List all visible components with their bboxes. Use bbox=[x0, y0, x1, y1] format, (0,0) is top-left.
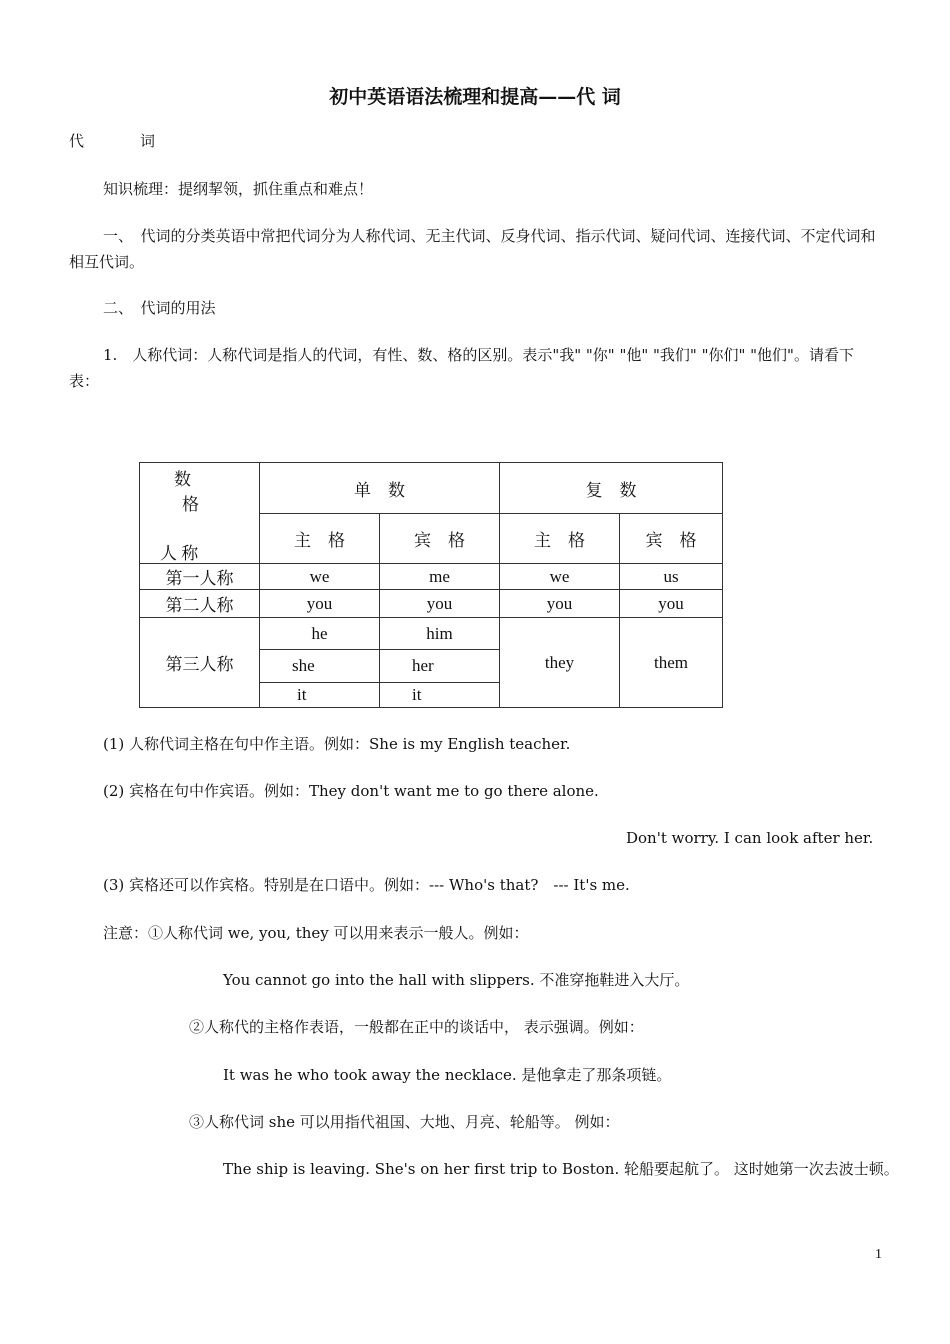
example-3: The ship is leaving. She's on her first trip to Boston. 轮船要起航了。 这时她第一次去波士顿。 bbox=[223, 1160, 899, 1178]
header-plural-object: 宾 格 bbox=[620, 514, 723, 564]
cell-plural-subject: they bbox=[500, 618, 620, 708]
cell-plural-subject: we bbox=[500, 564, 620, 590]
header-plural: 复 数 bbox=[500, 463, 723, 514]
cell-singular-object: it bbox=[380, 683, 500, 708]
example-1: You cannot go into the hall with slippers. 不准穿拖鞋进入大厅。 bbox=[223, 971, 690, 989]
note-3: (3) 宾格还可以作宾格。特别是在口语中。例如：--- Who's that? --- It's me. bbox=[103, 876, 630, 894]
point-3: ③人称代词 she 可以用指代祖国、大地、月亮、轮船等。 例如： bbox=[189, 1113, 620, 1131]
table-row bbox=[140, 618, 723, 650]
header-singular: 单 数 bbox=[260, 463, 500, 514]
cell-singular-subject: she bbox=[260, 650, 380, 683]
table-corner-cell bbox=[140, 463, 260, 564]
cell-plural-subject: you bbox=[500, 590, 620, 618]
note-2: (2) 宾格在句中作宾语。例如：They don't want me to go there alone. bbox=[103, 782, 599, 800]
person-label: 第一人称 bbox=[140, 564, 260, 590]
table-row bbox=[140, 564, 723, 590]
header-plural-subject: 主 格 bbox=[500, 514, 620, 564]
section-heading-left: 代 bbox=[69, 132, 85, 150]
note-1: (1) 人称代词主格在句中作主语。例如：She is my English teacher. bbox=[103, 735, 571, 753]
cell-plural-object: us bbox=[620, 564, 723, 590]
cell-plural-object: you bbox=[620, 590, 723, 618]
cell-singular-object: you bbox=[380, 590, 500, 618]
pronoun-table bbox=[139, 462, 723, 708]
cell-singular-subject: we bbox=[260, 564, 380, 590]
corner-case-label: 格 bbox=[182, 495, 199, 514]
cell-singular-object: him bbox=[380, 618, 500, 650]
cell-singular-subject: it bbox=[260, 683, 380, 708]
cell-singular-object: me bbox=[380, 564, 500, 590]
cell-singular-object: her bbox=[380, 650, 500, 683]
para-personal-pronouns: 1. 人称代词：人称代词是指人的代词，有性、数、格的区别。表示"我" "你" "他" "我们" "你们" "他们"。请看下表： bbox=[69, 346, 854, 390]
para-classification: 一、 代词的分类英语中常把代词分为人称代词、无主代词、反身代词、指示代词、疑问代词、连接代词、不定代词和相互代词。 bbox=[69, 227, 876, 271]
header-singular-object: 宾 格 bbox=[380, 514, 500, 564]
section-heading-right: 词 bbox=[140, 132, 156, 150]
page-title: 初中英语语法梳理和提高——代 词 bbox=[329, 86, 621, 108]
note-2-example: Don't worry. I can look after her. bbox=[626, 829, 874, 847]
cell-plural-object: them bbox=[620, 618, 723, 708]
person-label: 第三人称 bbox=[140, 618, 260, 708]
attention-note: 注意：①人称代词 we, you, they 可以用来表示一般人。例如： bbox=[103, 924, 529, 942]
point-2: ②人称代的主格作表语，一般都在正中的谈话中， 表示强调。例如： bbox=[189, 1018, 644, 1036]
cell-singular-subject: he bbox=[260, 618, 380, 650]
cell-singular-subject: you bbox=[260, 590, 380, 618]
para-usage-heading: 二、 代词的用法 bbox=[103, 299, 216, 317]
page-number: 1 bbox=[875, 1247, 882, 1262]
table-row bbox=[140, 590, 723, 618]
person-label: 第二人称 bbox=[140, 590, 260, 618]
corner-person-label: 人 称 bbox=[160, 544, 199, 563]
example-2: It was he who took away the necklace. 是他拿走了那条项链。 bbox=[223, 1066, 672, 1084]
corner-number-label: 数 bbox=[174, 470, 191, 489]
intro-text: 知识梳理：提纲挈领，抓住重点和难点！ bbox=[103, 180, 374, 198]
header-singular-subject: 主 格 bbox=[260, 514, 380, 564]
